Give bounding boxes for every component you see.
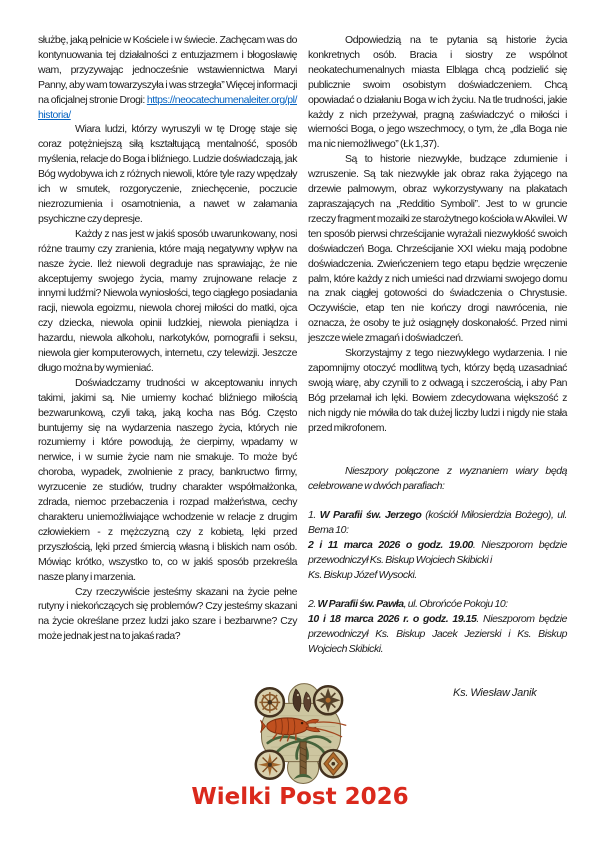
parish-celebrants: . Nieszporom będzie przewodniczył Ks. Biskup Jacek Jezierski i Ks. Biskup Wojciech Skibicki.	[308, 612, 567, 655]
paragraph: Doświadczamy trudności w akceptowaniu innych takimi, jakimi są. Nie umiemy kochać bliźniego miłością bezwarunkową, czyli taką, jaką kocha nas Bóg. Często buntujemy się na wydarzenia naszego życia, których nie rozumiemy i które powodują, że cierpimy, wpadamy w nerwice, i w sumie życie nam nie smakuje. To może być choroba, wypadek, zwolnienie z pracy, bankructwo firmy, wyrzucenie ze studiów, trudny charakter współmałżonka, zdrada, niemoc przebaczenia i rozpad małżeństwa, cechy charakteru uniemożliwiające wchodzenie w relacje z drugim człowiekiem - z mężczyzną czy z kobietą, lęki przed przyszłością, lęki przed śmiercią własną i bliskich nam osób. Mówiąc krótko, wszystko to, co w jakiś sposób przekreśla nasze plany i marzenia.	[38, 376, 297, 583]
parish-number: 1.	[308, 509, 320, 522]
parish-1-schedule	[308, 508, 567, 583]
parish-number: 2.	[308, 597, 318, 610]
parish-address: (kościół Miłosierdzia Bożego), ul. Bema 10:	[308, 509, 567, 537]
paragraph: Każdy z nas jest w jakiś sposób uwarunkowany, nosi różne traumy czy zranienia, które mają negatywny wpływ na nasze życie. Ileż niewoli degraduje nas sprawiając, że nie akceptujemy swojego życia, mamy zrujnowane relacje z innymi ludźmi? Niewola wyniosłości, tego ciągłego posiadania racji, niewola egoizmu, niewola chorej miłości do matki, ojca czy dziecka, niewola opinii ludzkiej, niewola pieniądza i hazardu, niewola alkoholu, narkotyków, pornografii i seksu, niewola gier komputerowych, internetu, czy telewizji. Jeszcze długo można by wymieniać.	[38, 227, 297, 374]
paragraph: Skorzystajmy z tego niezwykłego wydarzenia. I nie zapomnijmy otoczyć modlitwą tych, którzy będą uzasadniać swoją wiarę, aby czynili to z odwagą i szczerością, i aby Pan Bóg przełamał ich lęki. Bowiem zdecydowana większość z nich nigdy nie mówiła do tak dużej liczby ludzi i nigdy nie stała przed mikrofonem.	[308, 347, 567, 434]
parish-name: W Parafii św. Jerzego	[319, 509, 422, 522]
parish-2-schedule	[308, 597, 567, 657]
paragraph: Są to historie niezwykłe, budzące zdumienie i wzruszenie. Są tak niezwykłe jak obraz raka żyjącego na drzewie palmowym, obraz wykorzystywany na plakatach zapraszających na „Redditio Symboli”. Jest to w gruncie rzeczy fragment mozaiki ze starożytnego kościoła w Akwilei. W ten sposób pierwsi chrześcijanie wyrażali niezwykłość swoich doświadczeń Boga. Chrześcijanie XXI wieku mają podobne doświadczenia. Zwieńczeniem tego etapu będzie wręczenie palm, które każdy z nich umieści nad drzwiami swojego domu na znak ciągłej gotowości do świadczenia o Chrystusie. Oczywiście, etap ten nie kończy drogi nawrócenia, nie oznacza, że osoby te już osiągnęły doskonałość. Przed nimi jeszcze wiele zmagań i doświadczeń.	[308, 153, 567, 345]
parish-dates: 2 i 11 marca 2026 o godz. 19.00	[308, 539, 473, 552]
parish-name: W Parafii św. Pawła	[317, 597, 404, 610]
paragraph: Czy rzeczywiście jesteśmy skazani na życie pełne rutyny i niekończących się problemów? Czy jesteśmy skazani na życie określane przez ludzi jako szare i bezbarwne? Czy może jednak jest na to jakaś rada?	[38, 585, 297, 643]
parish-dates: 10 i 18 marca 2026 r. o godz. 19.15	[308, 612, 477, 625]
paragraph: Odpowiedzią na te pytania są historie życia konkretnych osób. Bracia i siostry ze wspólnot neokatechumenalnych miasta Elbląga chcą podzielić się publicznie swoim osobistym doświadczeniem. Chcą opowiadać o działaniu Boga w ich życiu. Na tle trudności, jakie każdy z nich przeżywał, pragną zaświadczyć o miłości i wierności Boga, o jego wszechmocy, o tym, że „dla Boga nie ma nic niemożliwego” (Łk 1,37).	[308, 34, 567, 151]
footer-title: Wielki Post 2026	[191, 784, 409, 810]
vespers-intro: Nieszpory połączone z wyznaniem wiary będą celebrowane w dwóch parafiach:	[308, 465, 567, 493]
right-column	[308, 33, 567, 701]
historia-link[interactable]: https://neocatechumenaleiter.org/pl/historia/	[38, 93, 297, 121]
left-column	[38, 33, 297, 701]
paragraph-text: służbę, jaką pełnicie w Kościele i w świecie. Zachęcam was do kontynuowania tej działalności z entuzjazmem i błogosławię wam, przyzywając jednocześnie wstawiennictwa Maryi Panny, aby wam towarzyszyła i was strzegła” Więcej informacji na oficjalnej stronie Drogi:	[38, 34, 297, 106]
paragraph-continuation	[38, 33, 297, 122]
parish-celebrants-line2: Ks. Biskup Józef Wysocki.	[308, 568, 417, 581]
parish-celebrants: . Nieszporom będzie przewodniczył Ks. Biskup Wojciech Skibicki i	[308, 539, 567, 566]
crab-on-palm-mosaic-icon	[248, 680, 352, 785]
parish-address: , ul. Obrońcóe Pokoju 10:	[403, 597, 508, 610]
author-signature: Ks. Wiesław Janik	[453, 687, 537, 700]
paragraph: Wiara ludzi, którzy wyruszyli w tę Drogę staje się coraz potężniejszą siłą kształtującą mentalność, sposób myślenia, relacje do Boga i bliźniego. Ludzie doświadczają, jak Bóg wydobywa ich z różnych niewoli, które tyle razy wpędzały ich w smutek, rozgoryczenie, zniechęcenie, poczucie niezrozumienia i osamotnienia, a nawet w załamania psychiczne czy depresje.	[38, 123, 297, 225]
